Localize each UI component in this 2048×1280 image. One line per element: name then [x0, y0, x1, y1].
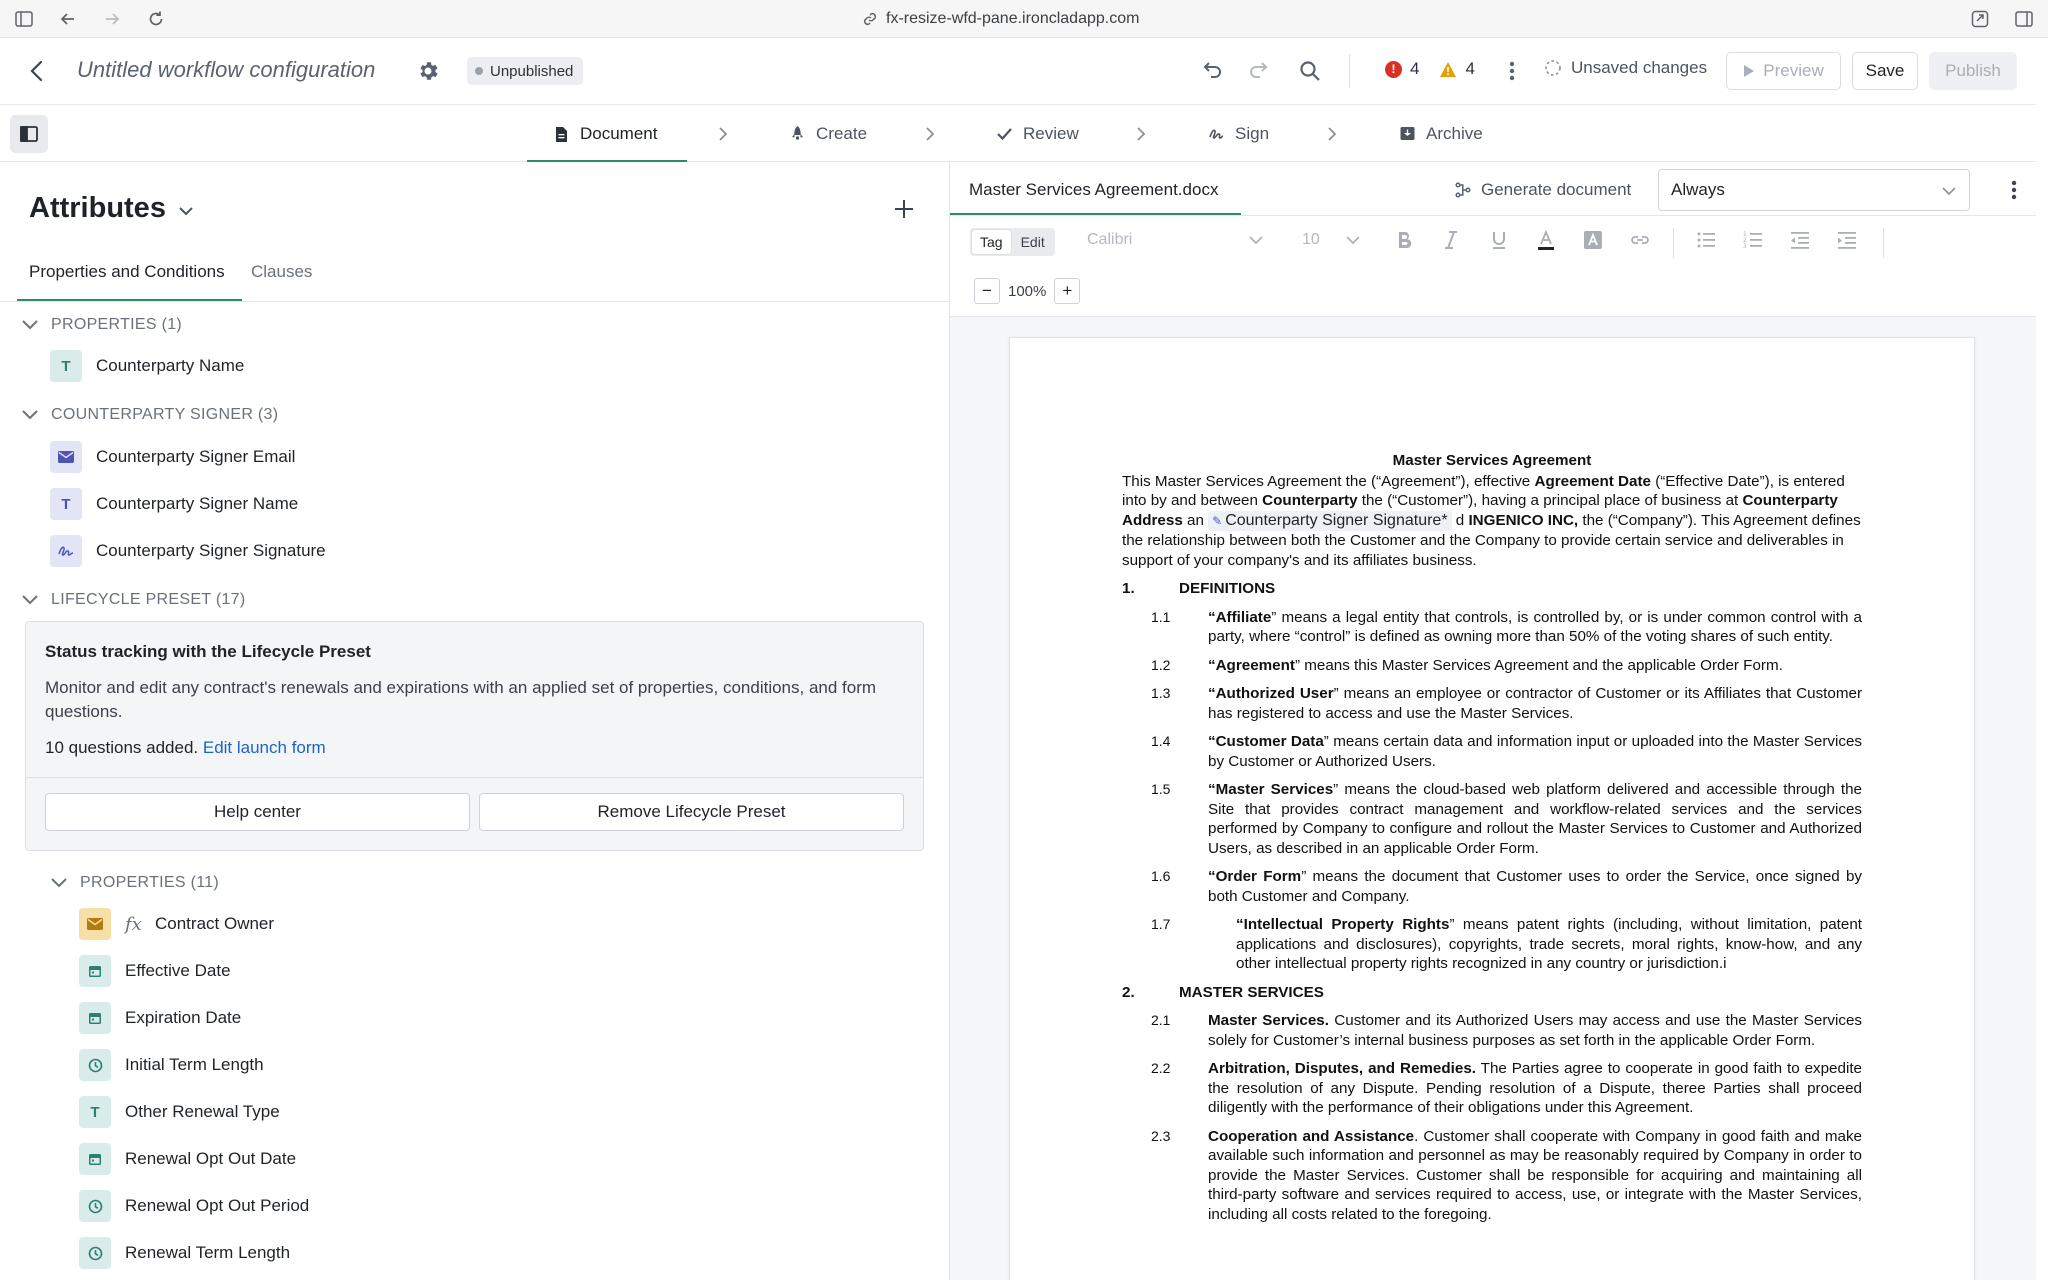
mode-toggle	[970, 228, 1055, 256]
formula-icon: fx	[125, 913, 142, 935]
svg-text:2: 2	[1743, 237, 1747, 244]
property-item[interactable]	[50, 534, 326, 568]
edit-launch-form-link[interactable]: Edit launch form	[202, 738, 326, 757]
clause	[1122, 656, 1862, 676]
generate-document-label: Generate document	[1481, 180, 1632, 199]
divider	[26, 777, 923, 778]
clause-number: 1.4	[1151, 733, 1171, 749]
clause-term: “Authorized User	[1208, 685, 1334, 702]
clause-text: ” means an employee or contractor of Customer or its Affiliates that Customer has registered to access and use the Master Services.	[1208, 685, 1862, 722]
extension-icon[interactable]	[1970, 9, 1990, 29]
clause-number: 1.5	[1151, 781, 1171, 797]
help-center-button[interactable]: Help center	[45, 793, 470, 831]
section-lifecycle-properties[interactable]	[50, 871, 219, 895]
clause	[1122, 915, 1862, 974]
document-icon	[553, 126, 570, 143]
clause	[1122, 867, 1862, 906]
property-label: Renewal Opt Out Period	[125, 1196, 310, 1215]
text-run: This Agreement defines the relationship between both the Customer and the Company to provide certain service and deliverables in support of your company's and its affiliates business.	[1122, 511, 1861, 569]
property-item[interactable]	[79, 954, 231, 988]
clause-text: ” means a legal entity that controls, is controlled by, or is under common control with a party, where “control” is defined as owning more than 50% of the voting shares of such entity.	[1208, 608, 1862, 645]
underline-icon[interactable]	[1488, 229, 1510, 251]
clause-term: “Master Services	[1208, 781, 1334, 798]
clock-icon	[79, 1049, 111, 1081]
tab-properties-conditions[interactable]: Properties and Conditions	[29, 262, 225, 281]
clause-term: “Order Form	[1208, 868, 1302, 885]
property-label: Counterparty Name	[96, 356, 245, 375]
text-type-icon: T	[79, 1096, 111, 1128]
text-run: an	[1182, 511, 1209, 529]
section-title: LIFECYCLE PRESET (17)	[51, 591, 246, 608]
lifecycle-preset-card	[25, 621, 924, 851]
signature-type-icon	[50, 535, 82, 567]
section-title: DEFINITIONS	[1179, 580, 1276, 597]
zoom-in-button[interactable]: +	[1054, 278, 1080, 304]
chevron-down-icon	[1245, 229, 1267, 251]
issue-counts[interactable]	[1385, 59, 1475, 79]
chevron-right-icon	[922, 125, 938, 143]
clause-number: 1.1	[1151, 608, 1171, 625]
add-attribute-icon[interactable]	[893, 198, 915, 220]
property-item[interactable]	[50, 440, 295, 474]
divider	[1883, 228, 1884, 258]
more-options-icon[interactable]	[2004, 177, 2024, 203]
clause-number: 1.7	[1151, 916, 1171, 932]
clause-number: 1.2	[1151, 656, 1171, 673]
back-arrow-icon[interactable]	[24, 58, 50, 84]
tab-review[interactable]	[996, 105, 1079, 162]
undo-icon[interactable]	[1200, 59, 1224, 83]
remove-lifecycle-preset-button[interactable]: Remove Lifecycle Preset	[479, 793, 904, 831]
clause-term: “Affiliate	[1208, 608, 1272, 626]
section-title: PROPERTIES (11)	[80, 874, 220, 891]
calendar-icon	[79, 1002, 111, 1034]
clause-term: Master Services.	[1208, 1012, 1329, 1029]
text-run: the (“Customer”), having a principal place of business at	[1357, 492, 1743, 509]
search-icon[interactable]	[1298, 59, 1322, 83]
error-icon: !	[1385, 61, 1402, 78]
clause-term: “Intellectual Property Rights	[1236, 916, 1450, 933]
property-item[interactable]	[79, 1189, 309, 1223]
split-view-icon[interactable]	[2014, 9, 2034, 29]
tab-clauses[interactable]: Clauses	[251, 262, 313, 281]
text-run: the (“Company”).	[1578, 511, 1698, 529]
browser-back-icon[interactable]	[58, 9, 78, 29]
condition-select[interactable]	[1658, 169, 1970, 211]
divider	[0, 301, 950, 302]
stage-navigation	[0, 104, 2036, 162]
signature-icon	[1208, 125, 1225, 142]
link-icon	[862, 11, 878, 27]
clause	[1122, 608, 1862, 647]
tag-counterparty[interactable]: Counterparty	[1262, 492, 1358, 509]
condition-value: Always	[1671, 180, 1725, 199]
document-canvas	[950, 316, 2036, 1280]
text-run: d	[1451, 511, 1469, 529]
branch-icon	[1455, 182, 1471, 198]
clause-number: 2.3	[1151, 1127, 1171, 1144]
check-icon	[996, 125, 1013, 142]
clause-term: “Agreement	[1208, 656, 1295, 674]
clause-term: “Customer Data	[1208, 733, 1324, 750]
text-run: This Master Services Agreement the (“Agreement”), effective	[1122, 472, 1535, 490]
clause	[1122, 780, 1862, 858]
card-title: Status tracking with the Lifecycle Preset	[45, 642, 371, 661]
property-label: Contract Owner	[155, 914, 275, 933]
tab-create-label: Create	[816, 123, 868, 143]
clause	[1122, 1127, 1862, 1225]
property-item[interactable]	[79, 1048, 264, 1082]
text-type-icon: T	[50, 488, 82, 520]
clause-number: 1.3	[1151, 685, 1171, 701]
warning-icon	[1439, 61, 1457, 78]
tag-mode-button[interactable]: Tag	[972, 230, 1011, 254]
browser-forward-icon[interactable]	[102, 9, 122, 29]
clause	[1122, 1011, 1862, 1050]
redo-icon[interactable]	[1247, 59, 1271, 83]
property-label: Renewal Term Length	[125, 1243, 291, 1262]
divider	[1349, 54, 1350, 88]
spinner-icon	[1544, 59, 1562, 77]
browser-toolbar	[0, 0, 2048, 38]
clause-text: ” means this Master Services Agreement and the applicable Order Form.	[1294, 656, 1783, 674]
chevron-down-icon	[50, 877, 68, 889]
address-bar[interactable]	[862, 9, 1139, 29]
zoom-out-button[interactable]: −	[974, 278, 1000, 304]
text-color-icon[interactable]	[1535, 229, 1557, 251]
questions-summary	[45, 738, 326, 758]
svg-text:3: 3	[1743, 243, 1747, 250]
signature-icon: ✎	[1212, 513, 1223, 528]
signature-tag-chip[interactable]	[1208, 511, 1451, 532]
bullet-list-icon[interactable]	[1695, 229, 1717, 251]
tab-archive-label: Archive	[1426, 123, 1483, 143]
archive-icon	[1399, 125, 1416, 142]
clause-text: ” means patent rights (including, without limitation, patent applications and disclosures), copyrights, trade secrets, moral rights, know-how, and any other intellectual property rights recognized in any country or jurisdiction.i	[1236, 916, 1862, 972]
property-label: Expiration Date	[125, 1008, 242, 1027]
divider	[1673, 228, 1674, 258]
clause-text: ” means certain data and information input or uploaded into the Master Services by Customer or Authorized Users.	[1208, 733, 1862, 770]
publish-button[interactable]: Publish	[1929, 52, 2017, 90]
document-title: Master Services Agreement	[1392, 452, 1592, 469]
font-family-select[interactable]: Calibri	[1087, 231, 1133, 248]
numbered-list-icon[interactable]	[1742, 229, 1764, 251]
highlight-icon[interactable]	[1582, 229, 1604, 251]
clause-text: The Parties agree to cooperate in good faith to expedite the resolution of any Dispute. Pending resolution of a Dispute, theree Parties shall proceed diligently with the performance of their obligations under this Agreement.	[1208, 1060, 1862, 1116]
email-type-icon	[50, 441, 82, 473]
chevron-right-icon	[1324, 125, 1340, 143]
chevron-down-icon	[21, 319, 39, 331]
email-type-icon	[79, 908, 111, 940]
clause-text: ” means the cloud-based web platform delivered and accessible through the Site that provides contract management and workflow-related services and the services performed by Company to configure and rollout the Master Services to Customer and Authorized Users, as described in an applicable Order Form.	[1208, 781, 1862, 857]
zoom-level: 100%	[1008, 282, 1047, 300]
clause-number: 1.6	[1151, 868, 1171, 884]
property-item[interactable]	[79, 1001, 241, 1035]
editor-toolbar	[950, 216, 2036, 266]
company-name: INGENICO INC,	[1468, 511, 1579, 529]
play-icon	[1743, 64, 1755, 78]
zoom-control	[974, 278, 1080, 304]
property-label: Counterparty Signer Name	[96, 494, 299, 513]
clause-term: Cooperation and Assistance	[1208, 1127, 1415, 1145]
text-run: (“Effective Date”), is entered into by and between	[1122, 472, 1845, 509]
property-label: Renewal Opt Out Date	[125, 1149, 297, 1168]
clause-number: 2.2	[1151, 1060, 1171, 1076]
rocket-icon	[789, 125, 806, 142]
indent-icon[interactable]	[1836, 229, 1858, 251]
gear-icon[interactable]	[416, 59, 440, 83]
clause	[1122, 732, 1862, 771]
tab-sign[interactable]	[1208, 105, 1269, 162]
tab-sign-label: Sign	[1235, 123, 1270, 143]
tab-create[interactable]	[789, 105, 867, 162]
section-title: PROPERTIES (1)	[51, 316, 183, 333]
chevron-down-icon	[21, 594, 39, 606]
property-label: Initial Term Length	[125, 1055, 264, 1074]
property-item[interactable]	[79, 1142, 296, 1176]
chevron-right-icon	[1133, 125, 1149, 143]
status-badge-label: Unpublished	[490, 62, 574, 80]
section-title: COUNTERPARTY SIGNER (3)	[51, 406, 279, 423]
document-page[interactable]	[1009, 337, 1975, 1280]
card-description: Monitor and edit any contract's renewals and expirations with an applied set of properties, conditions, and form questions.	[45, 678, 877, 721]
calendar-icon	[79, 1143, 111, 1175]
clause-text: ” means the document that Customer uses to order the Service, once signed by both Customer and Company.	[1208, 868, 1863, 905]
sidebar-toggle-icon[interactable]	[14, 9, 34, 29]
tag-counterparty-address[interactable]: Counterparty Address	[1122, 492, 1838, 529]
document-body	[1122, 451, 1862, 1233]
reload-icon[interactable]	[146, 9, 166, 29]
property-label: Other Renewal Type	[125, 1102, 280, 1121]
chevron-down-icon	[1342, 229, 1364, 251]
intro-paragraph	[1122, 472, 1862, 571]
tag-agreement-date[interactable]: Agreement Date	[1534, 472, 1651, 490]
workflow-title[interactable]: Untitled workflow configuration	[77, 57, 376, 82]
section-title: MASTER SERVICES	[1179, 983, 1324, 1001]
status-badge	[467, 57, 583, 85]
tab-review-label: Review	[1023, 123, 1079, 143]
questions-count: 10 questions added.	[45, 738, 199, 757]
section-number: 2.	[1122, 983, 1135, 1001]
section-number: 1.	[1122, 580, 1135, 597]
property-item[interactable]	[79, 907, 274, 941]
clause	[1122, 1059, 1862, 1118]
tab-archive[interactable]	[1399, 105, 1483, 162]
bold-icon[interactable]	[1393, 229, 1415, 251]
section-properties[interactable]	[21, 313, 182, 337]
document-tab[interactable]: Master Services Agreement.docx	[969, 180, 1219, 199]
property-item[interactable]	[50, 487, 298, 521]
section-heading	[1122, 579, 1862, 599]
url-text: fx-resize-wfd-pane.ironcladapp.com	[886, 10, 1140, 27]
chevron-down-icon	[1941, 185, 1957, 197]
clause-text: Customer and its Authorized Users may access and use the Master Services solely for Customer’s internal business purposes as set forth in the applicable Order Form.	[1208, 1012, 1862, 1049]
property-label: Counterparty Signer Email	[96, 447, 296, 466]
error-count: 4	[1410, 59, 1420, 78]
clause-term: Arbitration, Disputes, and Remedies.	[1208, 1060, 1476, 1077]
more-options-icon[interactable]	[1502, 58, 1522, 84]
warning-count: 4	[1465, 59, 1475, 78]
attributes-panel	[0, 162, 950, 1280]
save-button[interactable]: Save	[1852, 52, 1918, 90]
chevron-right-icon	[715, 125, 731, 143]
app-header	[0, 38, 2048, 104]
signature-tag-label: Counterparty Signer Signature*	[1225, 511, 1448, 529]
clause-number: 2.1	[1151, 1012, 1171, 1028]
unsaved-label: Unsaved changes	[1571, 58, 1708, 77]
clause	[1122, 684, 1862, 723]
preview-label: Preview	[1763, 61, 1824, 80]
preview-button[interactable]	[1726, 52, 1841, 90]
text-type-icon: T	[50, 350, 82, 382]
panel-toggle-icon[interactable]	[10, 115, 48, 153]
generate-document-option[interactable]	[1455, 180, 1631, 200]
section-lifecycle-preset[interactable]	[21, 588, 246, 612]
tab-document-label: Document	[580, 124, 658, 143]
clock-icon	[79, 1190, 111, 1222]
property-item[interactable]	[79, 1236, 290, 1270]
section-counterparty-signer[interactable]	[21, 403, 278, 427]
chevron-down-icon	[21, 409, 39, 421]
property-label: Counterparty Signer Signature	[96, 541, 326, 560]
section-heading	[1122, 983, 1862, 1003]
status-dot	[475, 67, 483, 75]
document-panel	[950, 162, 2036, 1280]
property-item[interactable]	[50, 349, 244, 383]
edit-mode-button[interactable]: Edit	[1020, 234, 1045, 250]
tab-document[interactable]	[527, 105, 687, 163]
property-label: Effective Date	[125, 961, 231, 980]
calendar-icon	[79, 955, 111, 987]
link-icon[interactable]	[1629, 229, 1651, 251]
clause-text: . Customer shall cooperate with Company in good faith and make available such information and personnel as may be reasonably required by Company in order to provide the Master Services. Customer shall be responsible for acquiring and maintaining all third-party software and services required to access, use, or integrate with the Master Services, including all costs related to the foregoing.	[1208, 1127, 1862, 1223]
clock-icon	[79, 1237, 111, 1269]
svg-text:1: 1	[1743, 231, 1747, 238]
font-size-select[interactable]: 10	[1302, 231, 1320, 248]
panel-title: Attributes	[29, 192, 166, 224]
chevron-down-icon[interactable]	[177, 204, 195, 218]
save-status	[1544, 58, 1707, 78]
property-item[interactable]	[79, 1095, 280, 1129]
italic-icon[interactable]	[1440, 229, 1462, 251]
outdent-icon[interactable]	[1789, 229, 1811, 251]
